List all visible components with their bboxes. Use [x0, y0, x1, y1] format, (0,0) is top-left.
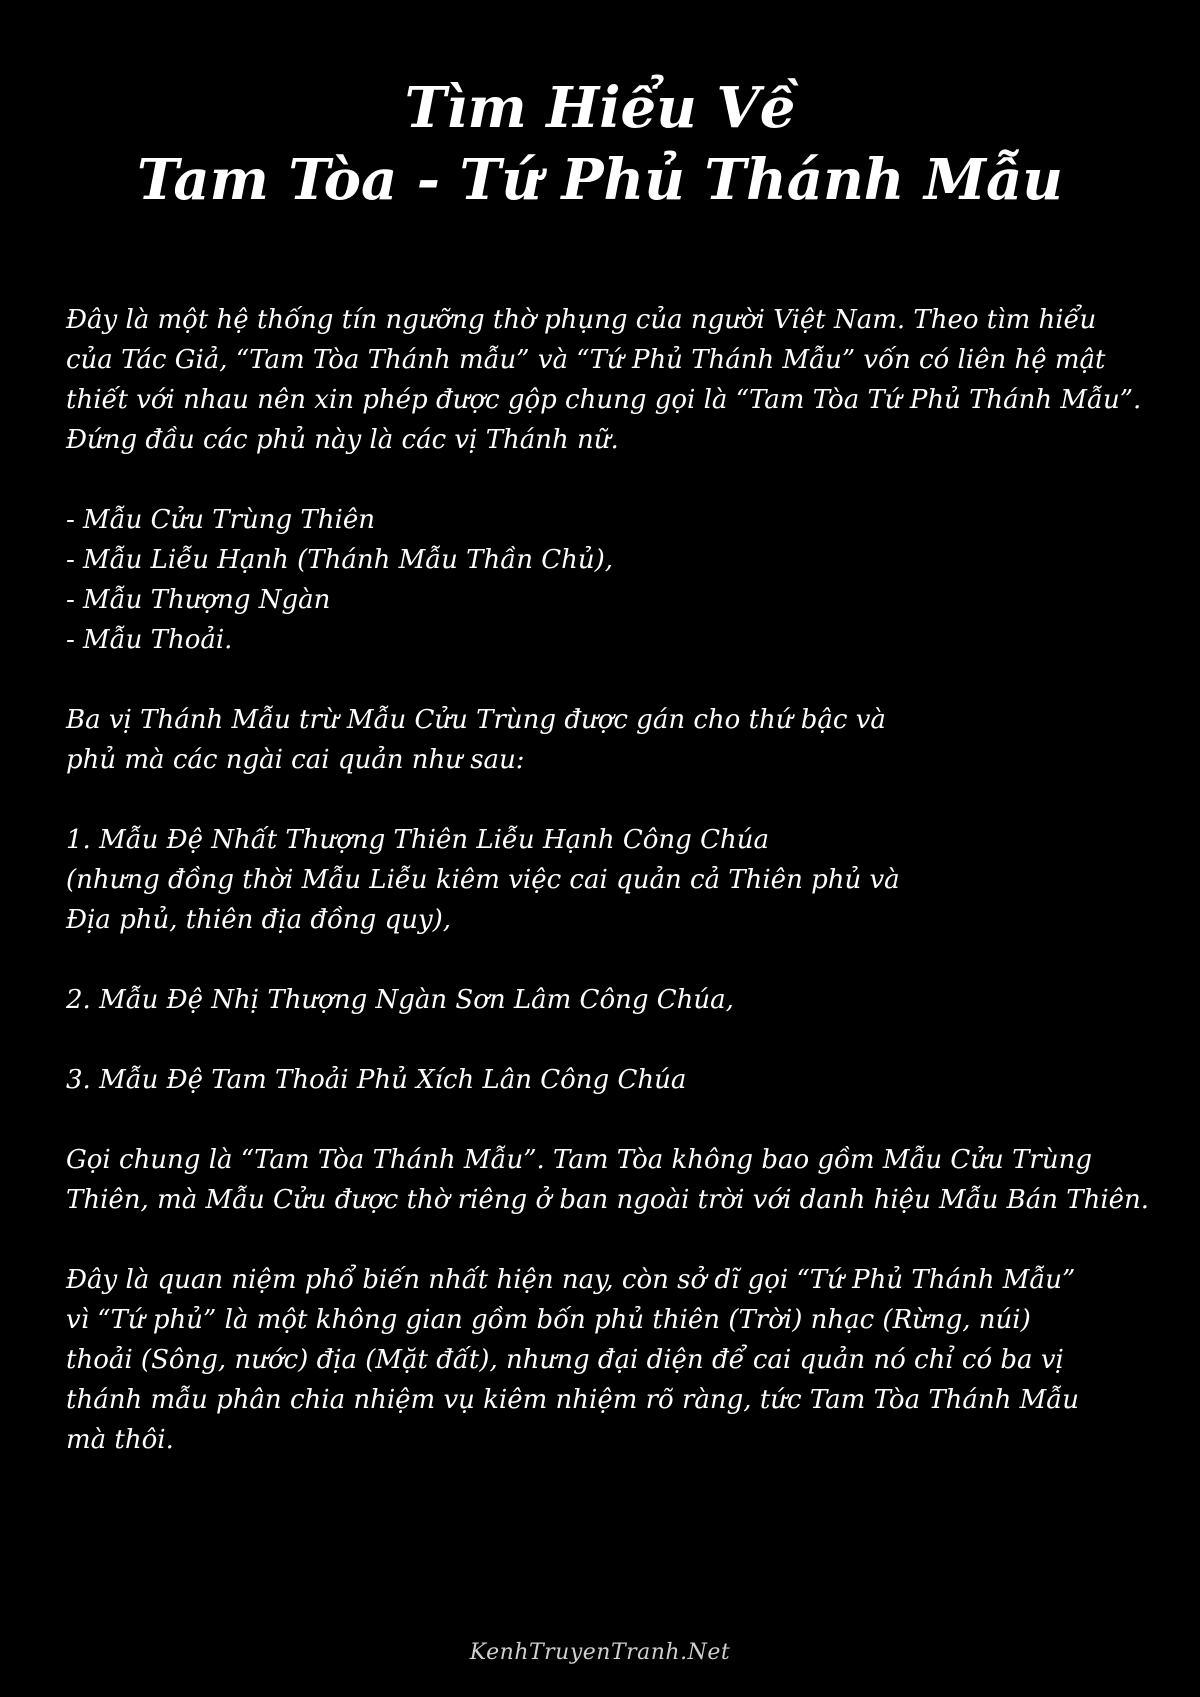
list-item: - Mẫu Cửu Trùng Thiên: [66, 505, 375, 535]
item1-line: Địa phủ, thiên địa đồng quy),: [66, 905, 452, 935]
spacer: [66, 780, 1186, 820]
spacer: [66, 660, 1186, 700]
para4-line: mà thôi.: [66, 1425, 174, 1455]
spacer: [66, 1020, 1186, 1060]
para4-line: vì “Tứ phủ” là một không gian gồm bốn phủ thiên (Trời) nhạc (Rừng, núi): [66, 1305, 1031, 1335]
intro-line: Đứng đầu các phủ này là các vị Thánh nữ.: [66, 425, 619, 455]
body-text: [66, 300, 1186, 1460]
intro-line: Đây là một hệ thống tín ngưỡng thờ phụng của người Việt Nam. Theo tìm hiểu: [66, 305, 1097, 335]
item2-line: 2. Mẫu Đệ Nhị Thượng Ngàn Sơn Lâm Công Chúa,: [66, 985, 734, 1015]
title-line-2: Tam Tòa - Tứ Phủ Thánh Mẫu: [137, 147, 1063, 213]
para3-line: Thiên, mà Mẫu Cửu được thờ riêng ở ban ngoài trời với danh hiệu Mẫu Bán Thiên.: [66, 1185, 1150, 1215]
intro-line: của Tác Giả, “Tam Tòa Thánh mẫu” và “Tứ Phủ Thánh Mẫu” vốn có liên hệ mật: [66, 345, 1106, 375]
title-line-1: Tìm Hiểu Về: [404, 75, 796, 141]
para2-line: phủ mà các ngài cai quản như sau:: [66, 745, 525, 775]
list-item: - Mẫu Liễu Hạnh (Thánh Mẫu Thần Chủ),: [66, 545, 614, 575]
para4-line: Đây là quan niệm phổ biến nhất hiện nay, còn sở dĩ gọi “Tứ Phủ Thánh Mẫu”: [66, 1265, 1076, 1295]
item1-line: (nhưng đồng thời Mẫu Liễu kiêm việc cai quản cả Thiên phủ và: [66, 865, 900, 895]
item3-line: 3. Mẫu Đệ Tam Thoải Phủ Xích Lân Công Chúa: [66, 1065, 687, 1095]
spacer: [66, 1220, 1186, 1260]
para2-line: Ba vị Thánh Mẫu trừ Mẫu Cửu Trùng được gán cho thứ bậc và: [66, 705, 886, 735]
list-item: - Mẫu Thượng Ngàn: [66, 585, 331, 615]
para3-line: Gọi chung là “Tam Tòa Thánh Mẫu”. Tam Tòa không bao gồm Mẫu Cửu Trùng: [66, 1145, 1092, 1175]
para4-line: thánh mẫu phân chia nhiệm vụ kiêm nhiệm rõ ràng, tức Tam Tòa Thánh Mẫu: [66, 1385, 1079, 1415]
watermark: KenhTruyenTranh.Net: [469, 1640, 731, 1665]
intro-line: thiết với nhau nên xin phép được gộp chung gọi là “Tam Tòa Tứ Phủ Thánh Mẫu”.: [66, 385, 1142, 415]
item1-line: 1. Mẫu Đệ Nhất Thượng Thiên Liễu Hạnh Công Chúa: [66, 825, 769, 855]
spacer: [66, 940, 1186, 980]
para4-line: thoải (Sông, nước) địa (Mặt đất), nhưng đại diện để cai quản nó chỉ có ba vị: [66, 1345, 1064, 1375]
list-item: - Mẫu Thoải.: [66, 625, 233, 655]
spacer: [66, 1100, 1186, 1140]
spacer: [66, 460, 1186, 500]
page-title: [0, 72, 1200, 216]
